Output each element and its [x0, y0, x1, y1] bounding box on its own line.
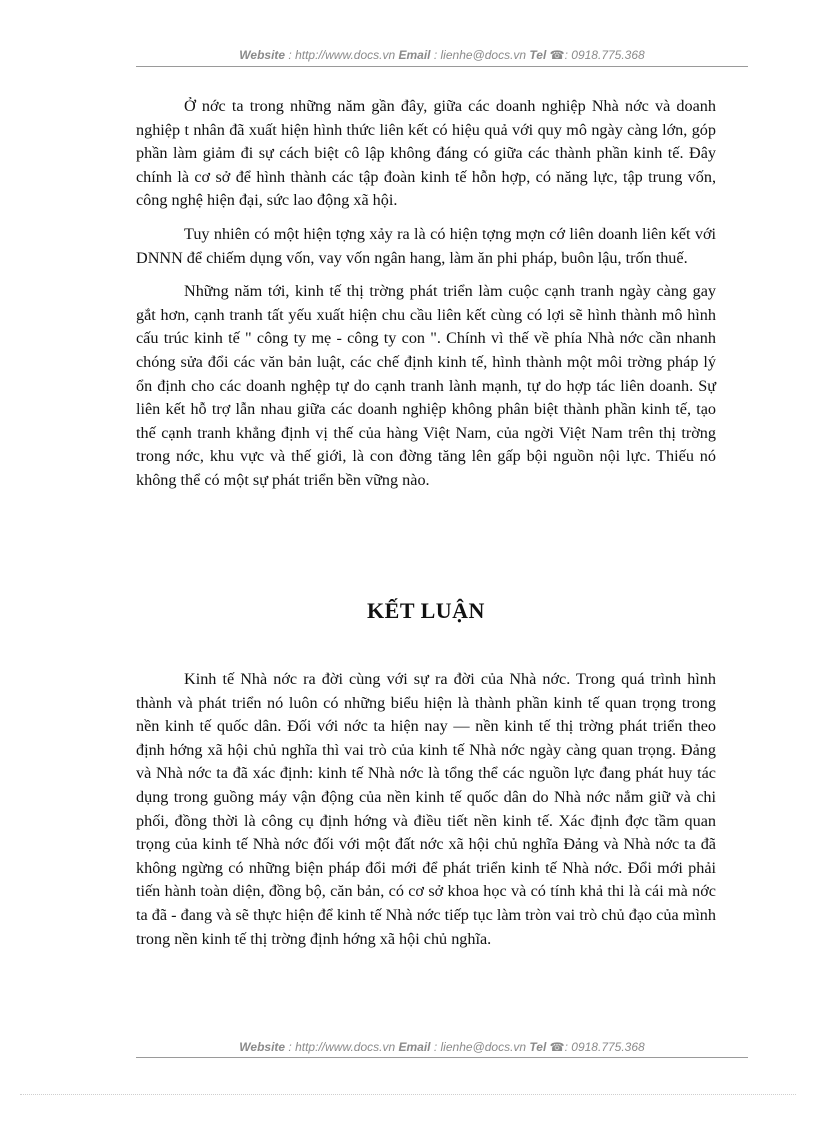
footer-divider [136, 1057, 748, 1058]
footer-website-url[interactable]: : http://www.docs.vn [288, 1040, 396, 1054]
header-email-label: Email [398, 48, 431, 62]
paragraph: Ở nớc ta trong những năm gần đây, giữa các doanh nghiệp Nhà nớc và doanh nghiệp t nhân đã xuất hiện hình thức liên kết có hiệu quả với quy mô ngày càng lớn, góp phần làm giảm đi sự cách biệt cô lập không đáng có giữa các thành phần kinh tế. Đây chính là cơ sở để hình thành các tập đoàn kinh tế hỗn hợp, có năng lực, tập trung vốn, công nghệ hiện đại, sức lao động xã hội. [136, 97, 716, 210]
page-header [136, 48, 748, 62]
header-email-value[interactable]: : lienhe@docs.vn [433, 48, 527, 62]
footer-tel-label: Tel [529, 1040, 547, 1054]
footer-tel-value: ☎: 0918.775.368 [549, 1040, 645, 1054]
footer-website-label: Website [239, 1040, 286, 1054]
footer-email-value[interactable]: : lienhe@docs.vn [433, 1040, 527, 1054]
paragraph: Những năm tới, kinh tế thị trờng phát triển làm cuộc cạnh tranh ngày càng gay gắt hơn, cạnh tranh tất yếu xuất hiện chu cầu liên kết cùng có lợi sẽ hình thành mô hình cấu trúc kinh tế " công ty mẹ - công ty con ". Chính vì thế về phía Nhà nớc cần nhanh chóng sửa đổi các văn bản luật, các chế định kinh tế, hình thành một môi trờng pháp lý ổn định cho các doanh nghệp tự do cạnh tranh lành mạnh, tự do hợp tác liên doanh. Sự liên kết hỗ trợ lẫn nhau giữa các doanh nghiệp không phân biệt thành phần kinh tế, tạo thế cạnh tranh khẳng định vị thế của hàng Việt Nam, của ngời Việt Nam trên thị trờng trong nớc, khu vực và thế giới, là con đờng tăng lên gấp bội nguồn nội lực. Thiếu nó không thể có một sự phát triển bền vững nào. [136, 282, 716, 489]
conclusion-paragraph: Kinh tế Nhà nớc ra đời cùng với sự ra đời của Nhà nớc. Trong quá trình hình thành và phát triển nó luôn có những biểu hiện là thành phần kinh tế quan trọng trong nền kinh tế quốc dân. Đối với nớc ta hiện nay — nền kinh tế thị trờng phát triển theo định hớng xã hội chủ nghĩa thì vai trò của kinh tế Nhà nớc ngày càng quan trọng. Đảng và Nhà nớc ta đã xác định: kinh tế Nhà nớc là tổng thể các nguồn lực đang phát huy tác dụng trong guồng máy vận động của nền kinh tế quốc dân do Nhà nớc nắm giữ và chi phối, đồng thời là công cụ định hớng và điều tiết nền kinh tế. Xác định đợc tầm quan trọng của kinh tế Nhà nớc đối với một đất nớc xã hội chủ nghĩa Đảng và Nhà nớc ta đã không ngừng có những biện pháp đổi mới để phát triển kinh tế Nhà nớc. Đổi mới phải tiến hành toàn diện, đồng bộ, căn bản, có cơ sở khoa học và có tính khả thi là cái mà nớc ta đã - đang và sẽ thực hiện để kinh tế Nhà nớc tiếp tục làm tròn vai trò chủ đạo của mình trong nền kinh tế thị trờng định hớng xã hội chủ nghĩa. [136, 670, 716, 948]
header-website-url[interactable]: : http://www.docs.vn [288, 48, 396, 62]
header-tel-value: ☎: 0918.775.368 [549, 48, 645, 62]
page-edge-dotted-line [20, 1094, 796, 1095]
header-divider [136, 66, 748, 67]
section-heading: KẾT LUẬN [367, 598, 485, 623]
footer-email-label: Email [398, 1040, 431, 1054]
header-website-label: Website [239, 48, 286, 62]
header-tel-label: Tel [529, 48, 547, 62]
conclusion-text [136, 668, 716, 961]
body-text [136, 95, 716, 503]
paragraph: Tuy nhiên có một hiện tợng xảy ra là có hiện tợng mợn cớ liên doanh liên kết với DNNN để chiếm dụng vốn, vay vốn ngân hang, làm ăn phi pháp, buôn lậu, trốn thuế. [136, 224, 716, 267]
page-footer [136, 1040, 748, 1054]
